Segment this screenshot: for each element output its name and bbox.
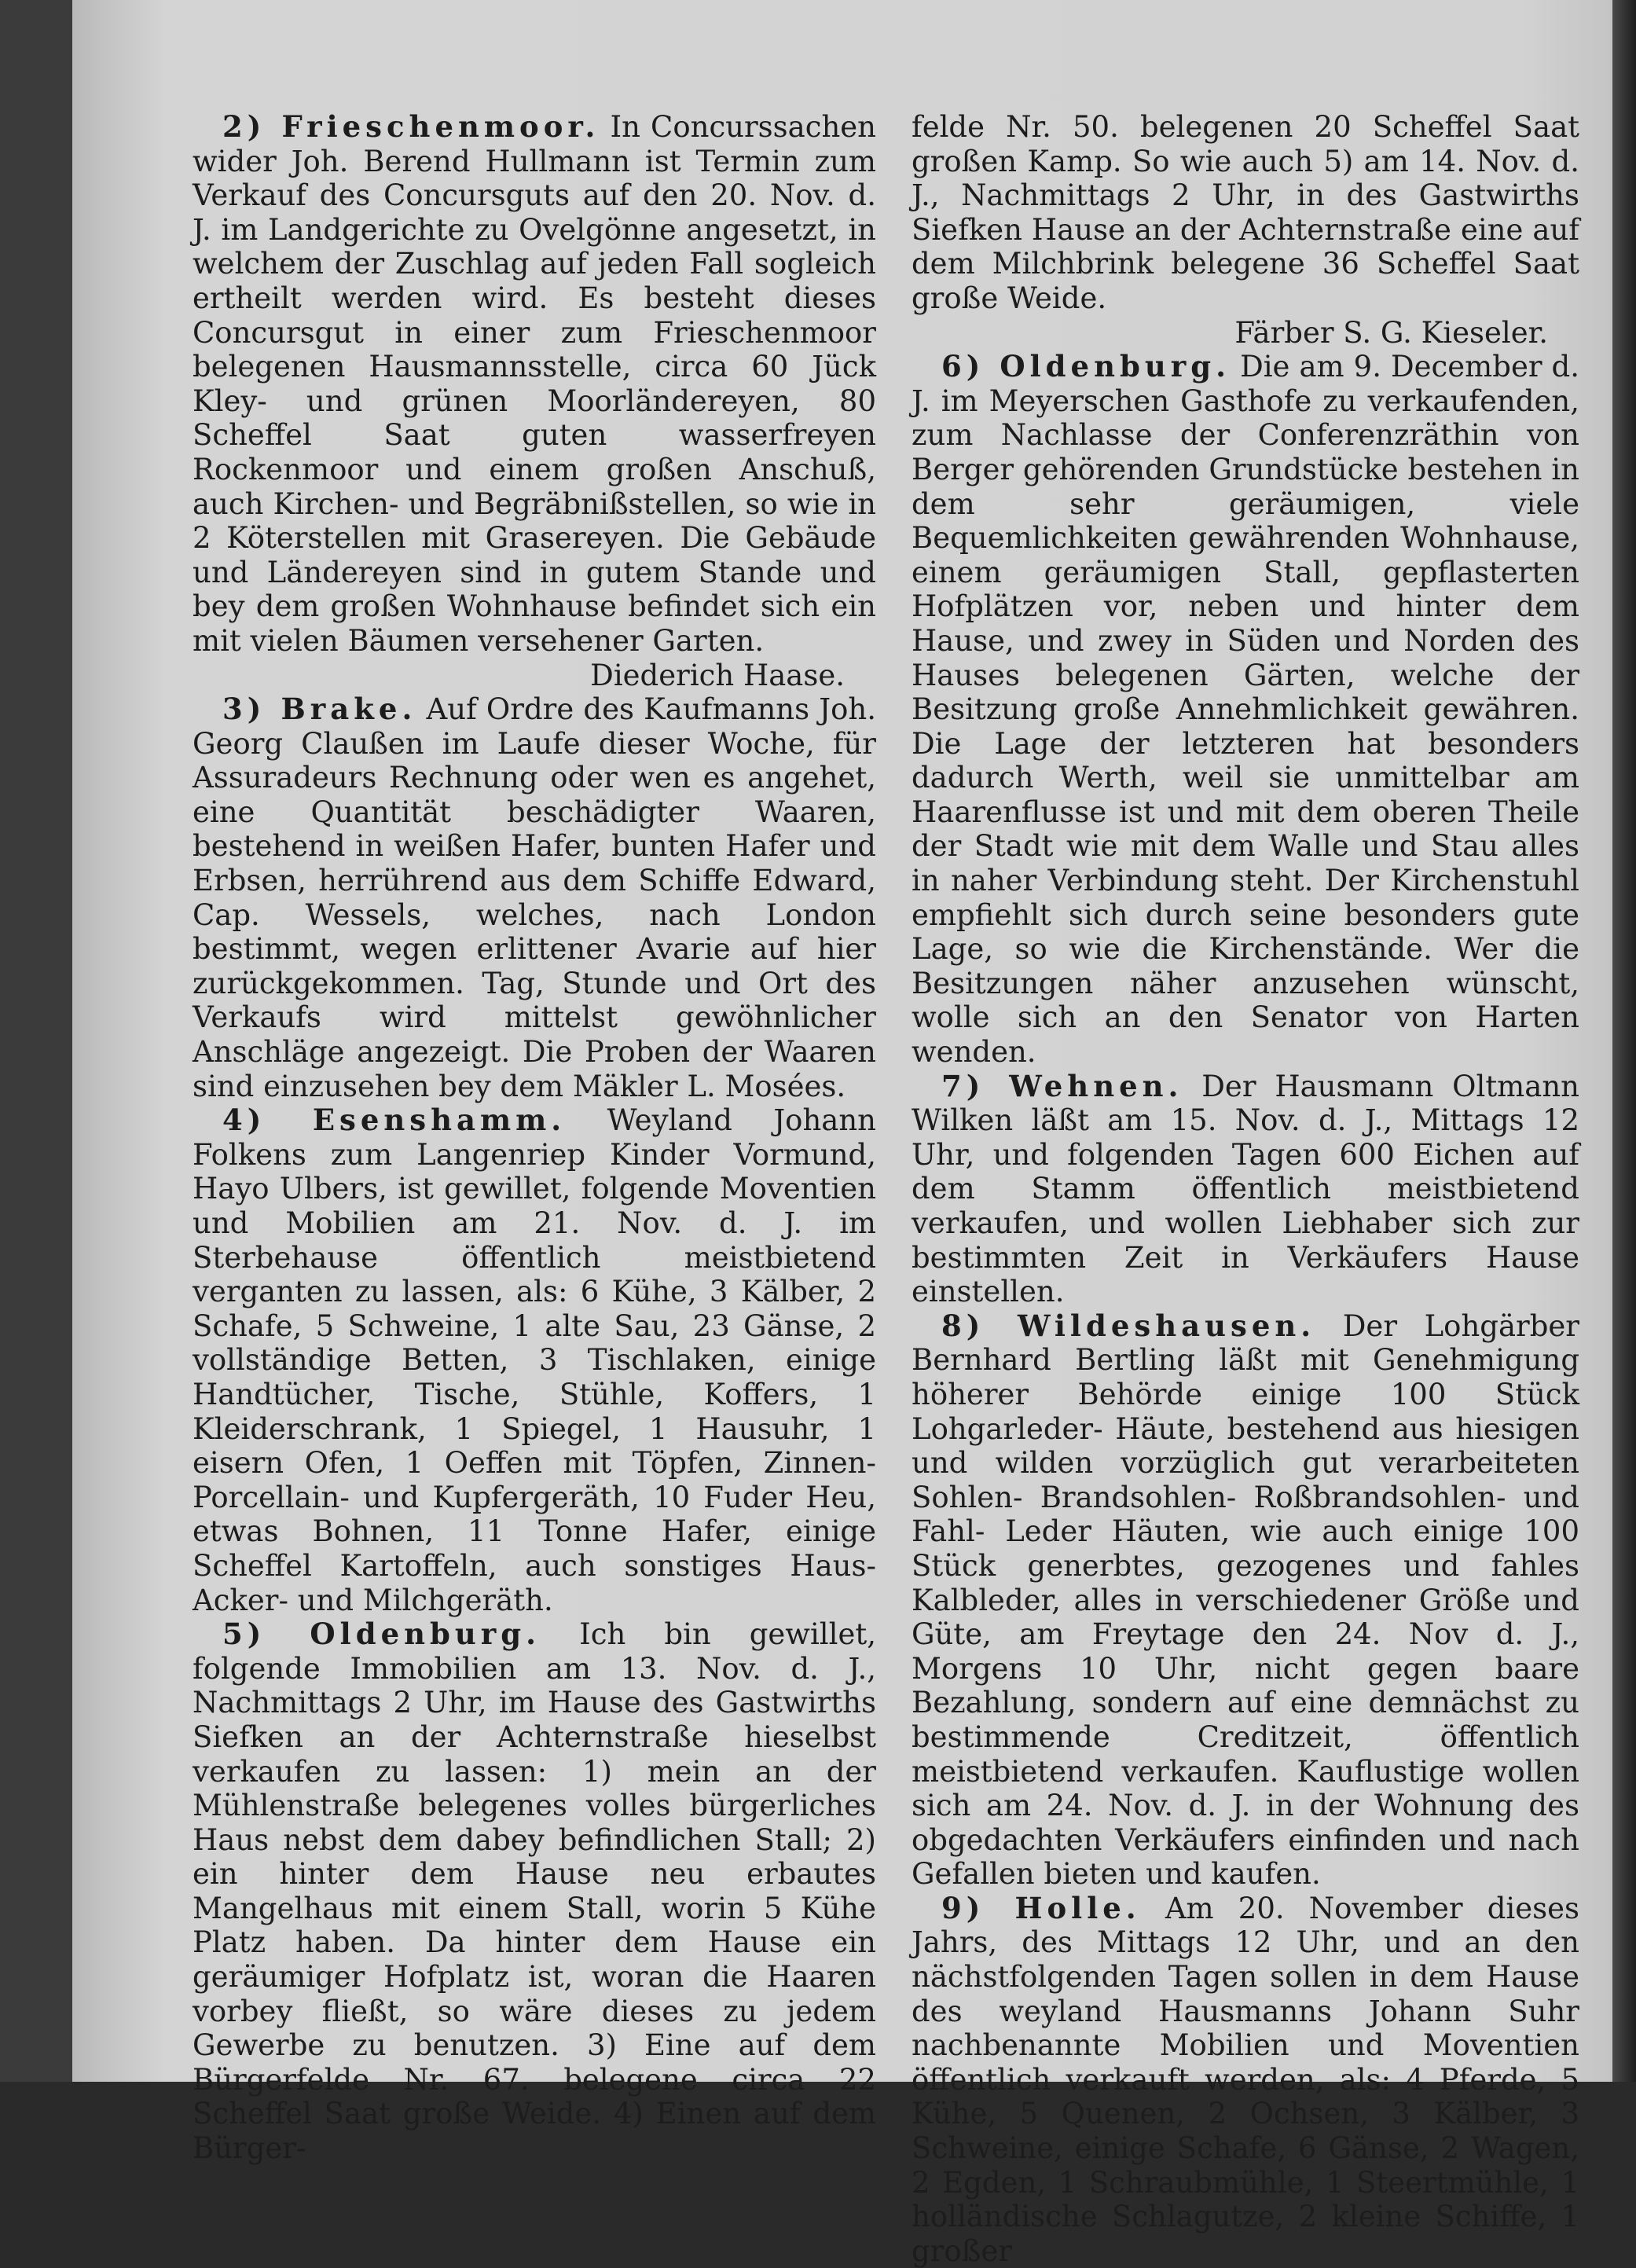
notice-place-heading: 2) Frieschenmoor. xyxy=(222,109,600,144)
notice-place-heading: 3) Brake. xyxy=(222,692,417,727)
notice-place-heading: 9) Holle. xyxy=(941,1890,1141,1925)
notice-place-heading: 4) Esenshamm. xyxy=(222,1103,567,1138)
notice-signature: Färber S. G. Kieseler. xyxy=(1234,315,1548,350)
notice-body-text: Weyland Johann Folkens zum Langenriep Kinder Vormund, Hayo Ulbers, ist gewillet, folgende Moventien und Mobilien am 21. Nov. d. J. im Sterbehause öffentlich meistbietend verganten zu lassen, als: 6 Kühe, 3 Kälber, 2 Schafe, 5 Schweine, 1 alte Sau, 23 Gänse, 2 vollständige Betten, 3 Tischlaken, einige Handtücher, Tische, Stühle, Koffers, 1 Kleiderschrank, 1 Spiegel, 1 Hausuhr, 1 eisern Ofen, 1 Oeffen mit Töpfen, Zinnen- Porcellain- und Kupfergeräth, 10 Fuder Heu, etwas Bohnen, 11 Tonne Hafer, einige Scheffel Kartoffeln, auch sonstiges Haus- Acker- und Milchgeräth. xyxy=(193,1103,877,1617)
notice-place-heading: 7) Wehnen. xyxy=(941,1068,1183,1103)
notice-body-text: Der Lohgärber Bernhard Bertling läßt mit Genehmigung höherer Behörde einige 100 Stück Lohgarleder- Häute, bestehend aus hiesigen und wilden vorzüglich gut verarbeiteten Sohlen- Brandsohlen- Roßbrandsohlen- und Fahl- Leder Häuten, wie auch einige 100 Stück generbtes, gezogenes und fahles Kalbleder, alles in verschiedener Größe und Güte, am Freytage den 24. Nov d. J., Morgens 10 Uhr, nicht gegen baare Bezahlung, sondern auf eine demnächst zu bestimmende Creditzeit, öffentlich meistbietend verkaufen. Kauflustige wollen sich am 24. Nov. d. J. in der Wohnung des obgedachten Verkäufers einfinden und nach Gefallen bieten und kaufen. xyxy=(912,1308,1579,1892)
notice-body-text: In Concurssachen wider Joh. Berend Hullmann ist Termin zum Verkauf des Concursguts auf den 20. Nov. d. J. im Landgerichte zu Ovelgönne angesetzt, in welchem der Zuschlag auf jeden Fall sogleich ertheilt werden wird. Es besteht dieses Concursgut in einer zum Frieschenmoor belegenen Hausmannsstelle, circa 60 Jück Kley- und grünen Moorländereyen, 80 Scheffel Saat guten wasserfreyen Rockenmoor und einem großen Anschuß, auch Kirchen- und Begräbnißstellen, so wie in 2 Köterstellen mit Grasereyen. Die Gebäude und Ländereyen sind in gutem Stande und bey dem großen Wohnhause befindet sich ein mit vielen Bäumen versehener Garten. xyxy=(193,110,876,658)
notice-paragraph xyxy=(193,692,876,1103)
notice-paragraph xyxy=(193,1103,876,1617)
notice-paragraph xyxy=(912,350,1579,1069)
notice-body-text: Am 20. November dieses Jahrs, des Mittags 12 Uhr, und an den nächstfolgenden Tagen sollen in dem Hause des weyland Hausmanns Johann Suhr nachbenannte Mobilien und Moventien öffentlich verkauft werden, als: 4 Pferde, 5 Kühe, 5 Quenen, 2 Ochsen, 3 Kälber, 3 Schweine, einige Schafe, 6 Gänse, 2 Wagen, 2 Egden, 1 Schraubmühle, 1 Steertmühle, 1 holländische Schlagutze, 2 kleine Schiffe, 1 großer xyxy=(912,1891,1579,2268)
notice-place-heading: 6) Oldenburg. xyxy=(941,349,1231,384)
notice-signature: Diederich Haase. xyxy=(590,658,845,692)
notice-paragraph xyxy=(912,1309,1579,1892)
notice-body-text: Ich bin gewillet, folgende Immobilien am 13. Nov. d. J., Nachmittags 2 Uhr, im Hause des Gastwirths Siefken an der Achternstraße hieselbst verkaufen zu lassen: 1) mein an der Mühlenstraße belegenes volles bürgerliches Haus nebst dem dabey befindlichen Stall; 2) ein hinter dem Hause neu erbautes Mangelhaus mit einem Stall, worin 5 Kühe Platz haben. Da hinter dem Hause ein geräumiger Hofplatz ist, woran die Haaren vorbey fließt, so wäre dieses zu jedem Gewerbe zu benutzen. 3) Eine auf dem Bürgerfelde Nr. 67. belegene circa 22 Scheffel Saat große Weide. 4) Einen auf dem Bürger- xyxy=(193,1617,877,2166)
notice-continuation: felde Nr. 50. belegenen 20 Scheffel Saat großen Kamp. So wie auch 5) am 14. Nov. d. J., Nachmittags 2 Uhr, in des Gastwirths Siefken Hause an der Achternstraße eine auf dem Milchbrink belegene 36 Scheffel Saat große Weide. xyxy=(912,110,1579,315)
notice-paragraph xyxy=(193,110,876,659)
notice-place-heading: 8) Wildeshausen. xyxy=(941,1308,1316,1343)
notice-body-text: Auf Ordre des Kaufmanns Joh. Georg Claußen im Laufe dieser Woche, für Assuradeurs Rechnung oder wen es angehet, eine Quantität beschädigter Waaren, bestehend in weißen Hafer, bunten Hafer und Erbsen, herrührend aus dem Schiffe Edward, Cap. Wessels, welches, nach London bestimmt, wegen erlittener Avarie auf hier zurückgekommen. Tag, Stunde und Ort des Verkaufs wird mittelst gewöhnlicher Anschläge angezeigt. Die Proben der Waaren sind einzusehen bey dem Mäkler L. Mosées. xyxy=(193,692,876,1103)
right-column xyxy=(912,110,1579,2268)
left-column xyxy=(193,110,876,2166)
notice-body-text: Der Hausmann Oltmann Wilken läßt am 15. Nov. d. J., Mittags 12 Uhr, und folgenden Tagen 600 Eichen auf dem Stamm öffentlich meistbietend verkaufen, und wollen Liebhaber sich zur bestimmten Zeit in Verkäufers Hause einstellen. xyxy=(912,1069,1579,1309)
notice-paragraph xyxy=(912,1070,1579,1309)
binding-edge xyxy=(1612,0,1636,2082)
notice-body-text: Die am 9. December d. J. im Meyerschen Gasthofe zu verkaufenden, zum Nachlasse der Conferenzräthin von Berger gehörenden Grundstücke bestehen in dem sehr geräumigen, viele Bequemlichkeiten gewährenden Wohnhause, einem geräumigen Stall, gepflasterten Hofplätzen vor, neben und hinter dem Hause, und zwey in Süden und Norden des Hauses belegenen Gärten, welche der Besitzung große Annehmlichkeit gewähren. Die Lage der letzteren hat besonders dadurch Werth, weil sie unmittelbar am Haarenflusse ist und mit dem oberen Theile der Stadt wie mit dem Walle und Stau alles in naher Verbindung steht. Der Kirchenstuhl empfiehlt sich durch seine besonders gute Lage, so wie die Kirchenstände. Wer die Besitzungen näher anzusehen wünscht, wolle sich an den Senator von Harten wenden. xyxy=(912,350,1580,1070)
notice-place-heading: 5) Oldenburg. xyxy=(222,1617,541,1652)
notice-paragraph xyxy=(193,1617,876,2166)
notice-paragraph xyxy=(912,1892,1579,2268)
